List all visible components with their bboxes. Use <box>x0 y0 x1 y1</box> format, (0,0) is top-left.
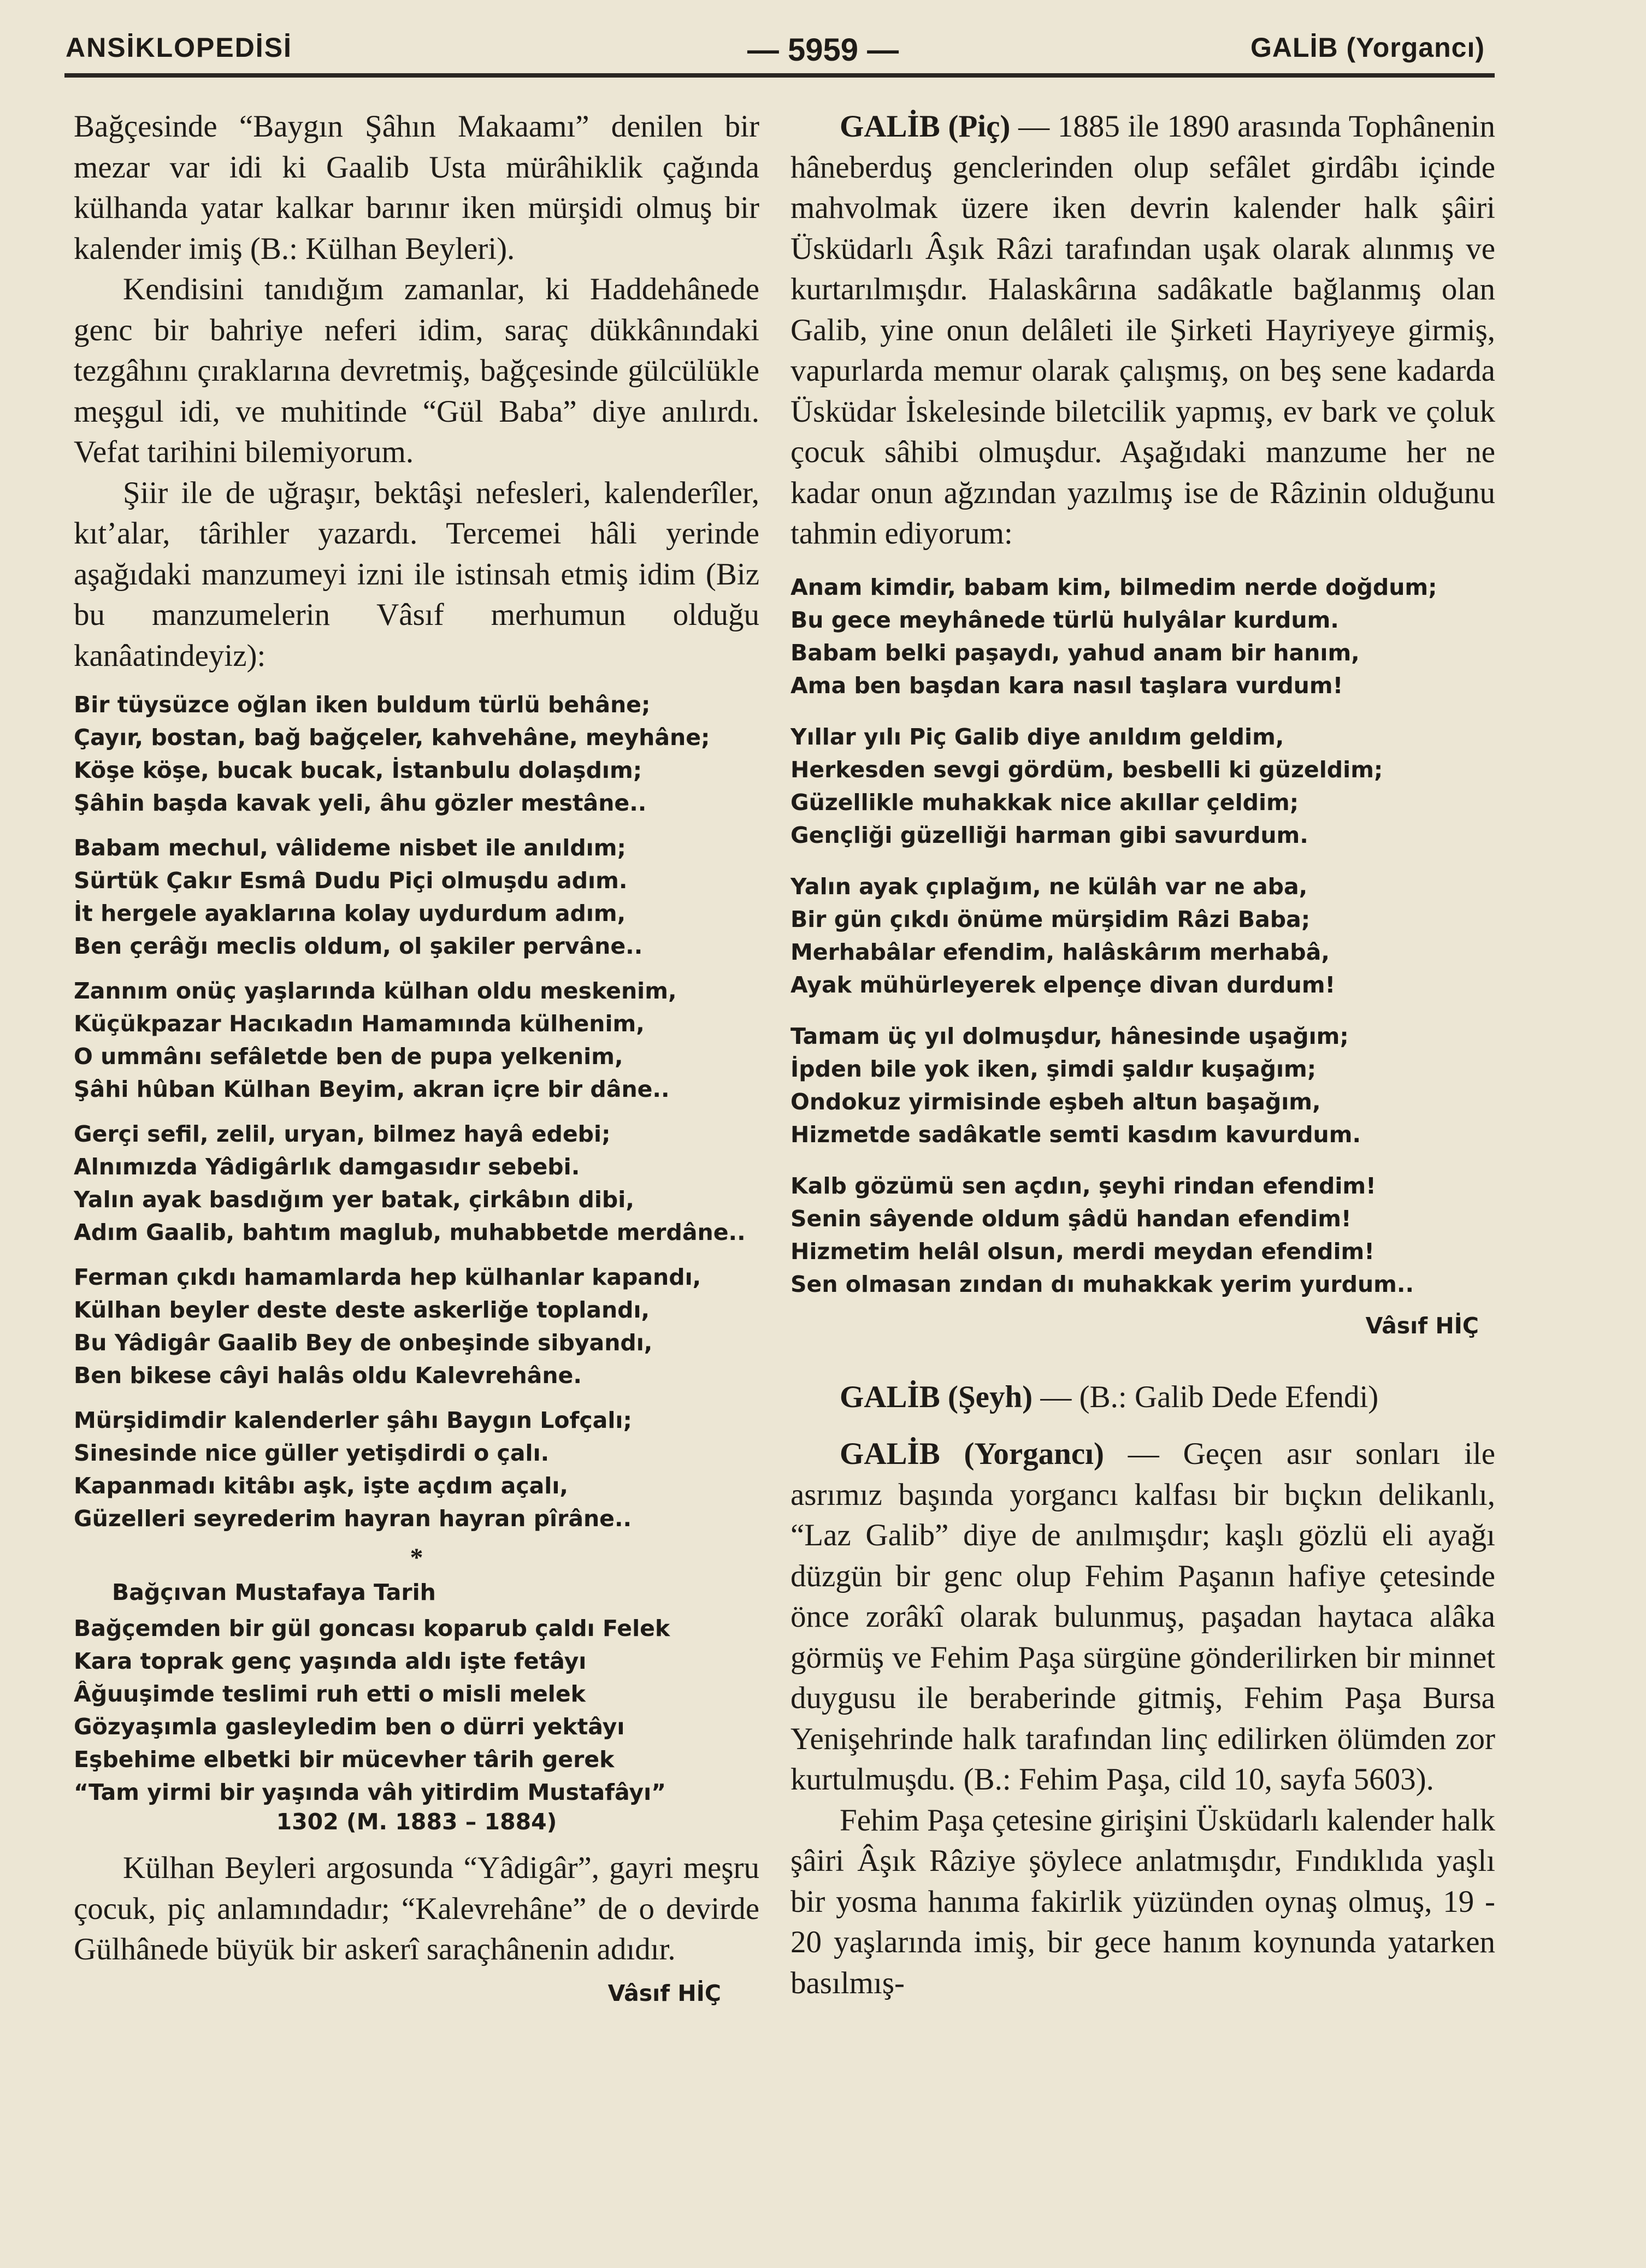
verse-line: Ayak mühürleyerek elpençe divan durdum! <box>790 971 1336 998</box>
left-paragraph-2: Kendisini tanıdığım zamanlar, ki Haddehânede genc bir bahriye neferi idim, saraç dükkânındaki tezgâhını çıraklarına devretmiş, bağçesinde gülcülükle meşgul idi, ve muhitinde “Gül Baba” diye anılırdı. Vefat tarihini bilemiyorum. <box>74 272 759 469</box>
entry-heading: GALİB (Piç) <box>840 109 1011 144</box>
verse-line: Ondokuz yirmisinde eşbeh altun başağım, <box>790 1088 1321 1115</box>
left-poem <box>74 688 759 1535</box>
verse-line: Alnımızda Yâdigârlık damgasıdır sebebi. <box>74 1154 580 1180</box>
stanza <box>74 1118 759 1249</box>
verse-line: Herkesden sevgi gördüm, besbelli ki güzeldim; <box>790 756 1383 783</box>
author-signature: Vâsıf HİÇ <box>1365 1312 1479 1339</box>
verse-line: Ferman çıkdı hamamlarda hep külhanlar kapandı, <box>74 1264 701 1290</box>
verse-line: Tamam üç yıl dolmuşdur, hânesinde uşağım; <box>790 1023 1349 1049</box>
verse-line: Köşe köşe, bucak bucak, İstanbulu dolaşdım; <box>74 757 642 783</box>
verse-line: Mürşidimdir kalenderler şâhı Baygın Lofçalı; <box>74 1407 632 1433</box>
stanza <box>74 974 759 1106</box>
verse-line: Bağçemden bir gül goncası koparub çaldı Felek <box>74 1615 670 1641</box>
verse-line: Yalın ayak basdığım yer batak, çirkâbın dibi, <box>74 1186 634 1213</box>
left-paragraph-3: Şiir ile de uğraşır, bektâşi nefesleri, kalenderîler, kıt’alar, târihler yazardı. Tercemei hâli yerinde aşağıdaki manzumeyi izni ile istinsah etmiş idim (Biz bu manzumelerin Vâsıf merhumun olduğu kanâatindeyiz): <box>74 475 759 673</box>
verse-line: Ama ben başdan kara nasıl taşlara vurdum! <box>790 672 1343 699</box>
verse-line: Şâhi hûban Külhan Beyim, akran içre bir dâne.. <box>74 1076 670 1102</box>
verse-line: Sürtük Çakır Esmâ Dudu Piçi olmuşdu adım. <box>74 867 628 894</box>
page-number: — 5959 — <box>747 32 899 68</box>
verse-line: Hizmetim helâl olsun, merdi meydan efendim! <box>790 1238 1374 1265</box>
verse-line: Gerçi sefil, zelil, uryan, bilmez hayâ edebi; <box>74 1121 611 1147</box>
asterisk-separator: * <box>410 1543 423 1572</box>
verse-line: Adım Gaalib, bahtım maglub, muhabbetde merdâne.. <box>74 1219 746 1245</box>
tarih-year: 1302 (M. 1883 – 1884) <box>276 1809 557 1835</box>
running-head-left: ANSİKLOPEDİSİ <box>66 32 292 63</box>
stanza <box>74 831 759 962</box>
entry-heading: GALİB (Yorgancı) <box>840 1437 1104 1471</box>
verse-line: Bir tüysüzce oğlan iken buldum türlü behâne; <box>74 692 651 718</box>
entry-text: — (B.: Galib Dede Efendi) <box>1033 1379 1379 1414</box>
left-paragraph-4: Külhan Beyleri argosunda “Yâdigâr”, gayri meşru çocuk, piç anlamındadır; “Kalevrehâne” de o devirde Gülhânede büyük bir askerî saraçhânenin adıdır. <box>74 1851 759 1966</box>
tarih-poem <box>74 1612 759 1809</box>
verse-line: Küçükpazar Hacıkadın Hamamında külhenim, <box>74 1011 645 1037</box>
verse-line: Âğuuşimde teslimi ruh etti o misli melek <box>74 1681 586 1707</box>
entry-galib-pic <box>790 107 1495 554</box>
verse-line: Güzellikle muhakkak nice akıllar çeldim; <box>790 789 1299 816</box>
entry-text: — 1885 ile 1890 arasında Tophânenin hâneberduş genclerinden olup sefâlet girdâbı içinde mahvolmak üzere iken devrin kalender halk şâiri Üsküdarlı Âşık Râzi tarafından uşak olarak alınmış ve kurtarılmışdır. Halaskârına sadâkatle bağlanmış olan Galib, yine onun delâleti ile Şirketi Hayriyeye girmiş, vapurlarda memur olarak çalışmış, on beş sene kadarda Üsküdar İskelesinde biletcilik yapmış, ev bark ve çoluk çocuk sâhibi olmuşdur. Aşağıdaki manzume her ne kadar onun ağzından yazılmış ise de Râzinin olduğunu tahmin ediyorum: <box>790 109 1495 551</box>
header-rule <box>64 73 1495 78</box>
stanza <box>790 1170 1495 1301</box>
tarih-title: Bağçıvan Mustafaya Tarih <box>112 1579 436 1605</box>
verse-line: Şâhin başda kavak yeli, âhu gözler mestâne.. <box>74 790 647 816</box>
author-signature: Vâsıf HİÇ <box>607 1980 721 2006</box>
verse-line: Babam mechul, vâlideme nisbet ile anıldım; <box>74 835 626 861</box>
stanza <box>790 870 1495 1001</box>
verse-line: Yıllar yılı Piç Galib diye anıldım geldim, <box>790 723 1284 750</box>
verse-line: Senin sâyende oldum şâdü handan efendim! <box>790 1205 1352 1232</box>
verse-line: Bir gün çıkdı önüme mürşidim Râzi Baba; <box>790 906 1311 932</box>
verse-line: Ben çerâğı meclis oldum, ol şakiler pervâne.. <box>74 933 643 959</box>
running-head-right: GALİB (Yorgancı) <box>1250 32 1485 63</box>
verse-line: Kara toprak genç yaşında aldı işte fetâyı <box>74 1648 587 1674</box>
verse-line: Bu Yâdigâr Gaalib Bey de onbeşinde sibyandı, <box>74 1330 653 1356</box>
stanza <box>790 720 1495 852</box>
verse-line: O ummânı sefâletde ben de pupa yelkenim, <box>74 1043 623 1070</box>
verse-line: İt hergele ayaklarına kolay uydurdum adım, <box>74 900 626 926</box>
verse-line: Kalb gözümü sen açdın, şeyhi rindan efendim! <box>790 1172 1376 1199</box>
verse-line: Zannım onüç yaşlarında külhan oldu meskenim, <box>74 978 677 1004</box>
right-poem <box>790 571 1495 1301</box>
verse-line: Külhan beyler deste deste askerliğe toplandı, <box>74 1297 650 1323</box>
verse-line: “Tam yirmi bir yaşında vâh yitirdim Mustafâyı” <box>74 1779 666 1805</box>
right-column <box>790 107 1495 2004</box>
stanza <box>74 1404 759 1535</box>
verse-line: Eşbehime elbetki bir mücevher târih gerek <box>74 1746 615 1773</box>
left-column <box>74 107 759 2006</box>
verse-line: Gençliği güzelliği harman gibi savurdum. <box>790 822 1308 848</box>
verse-line: Yalın ayak çıplağım, ne külâh var ne aba, <box>790 873 1308 900</box>
right-paragraph-last: Fehim Paşa çetesine girişini Üsküdarlı kalender halk şâiri Âşık Râziye şöylece anlatmışdır, Fındıklıda yaşlı bir yosma hanıma fakirlik yüzünden oynaş olmuş, 19 - 20 yaşlarında imiş, bir gece hanım koynunda yatarken basılmış- <box>790 1803 1495 2000</box>
left-paragraph-1: Bağçesinde “Baygın Şâhın Makaamı” denilen bir mezar var idi ki Gaalib Usta mürâhiklik çağında külhanda yatar kalkar barınır iken mürşidi olmuş bir kalender imiş (B.: Külhan Beyleri). <box>74 109 759 266</box>
entry-heading: GALİB (Şeyh) <box>840 1379 1033 1414</box>
entry-text: — Geçen asır sonları ile asrımız başında yorgancı kalfası bir bıçkın delikanlı, “Laz Galib” diye de anılmışdır; kaşlı gözlü eli ayağı düzgün bir genc olup Fehim Paşanın hafiye çetesinde önce zorâkî olarak bulunmuş, paşadan haytaca alâka görmüş ve Fehim Paşa sürgüne gönderilirken bir minnet duygusu ile beraberinde gitmiş, Fehim Paşa Bursa Yenişehrinde halk tarafından linç edilirken ölümden zor kurtulmuşdu. (B.: Fehim Paşa, cild 10, sayfa 5603). <box>790 1437 1496 1797</box>
entry-galib-yorganci <box>790 1434 1495 1800</box>
stanza <box>790 1020 1495 1151</box>
verse-line: Ben bikese câyi halâs oldu Kalevrehâne. <box>74 1362 582 1389</box>
verse-line: Babam belki paşaydı, yahud anam bir hanım, <box>790 639 1360 666</box>
verse-line: Güzelleri seyrederim hayran hayran pîrâne.. <box>74 1505 632 1532</box>
verse-line: Çayır, bostan, bağ bağçeler, kahvehâne, meyhâne; <box>74 724 710 751</box>
verse-line: Anam kimdir, babam kim, bilmedim nerde doğdum; <box>790 574 1437 600</box>
verse-line: Bu gece meyhânede türlü hulyâlar kurdum. <box>790 606 1339 633</box>
verse-line: Gözyaşımla gasleyledim ben o dürri yektâyı <box>74 1714 625 1740</box>
entry-galib-seyh <box>790 1377 1495 1418</box>
verse-line: Kapanmadı kitâbı aşk, işte açdım açalı, <box>74 1473 568 1499</box>
verse-line: Hizmetde sadâkatle semti kasdım kavurdum. <box>790 1121 1361 1148</box>
stanza <box>74 688 759 819</box>
verse-line: Sinesinde nice güller yetişdirdi o çalı. <box>74 1440 550 1466</box>
stanza <box>790 571 1495 702</box>
verse-line: Sen olmasan zından dı muhakkak yerim yurdum.. <box>790 1271 1414 1297</box>
verse-line: İpden bile yok iken, şimdi şaldır kuşağım; <box>790 1055 1317 1082</box>
verse-line: Merhabâlar efendim, halâskârım merhabâ, <box>790 938 1330 965</box>
stanza <box>74 1261 759 1392</box>
